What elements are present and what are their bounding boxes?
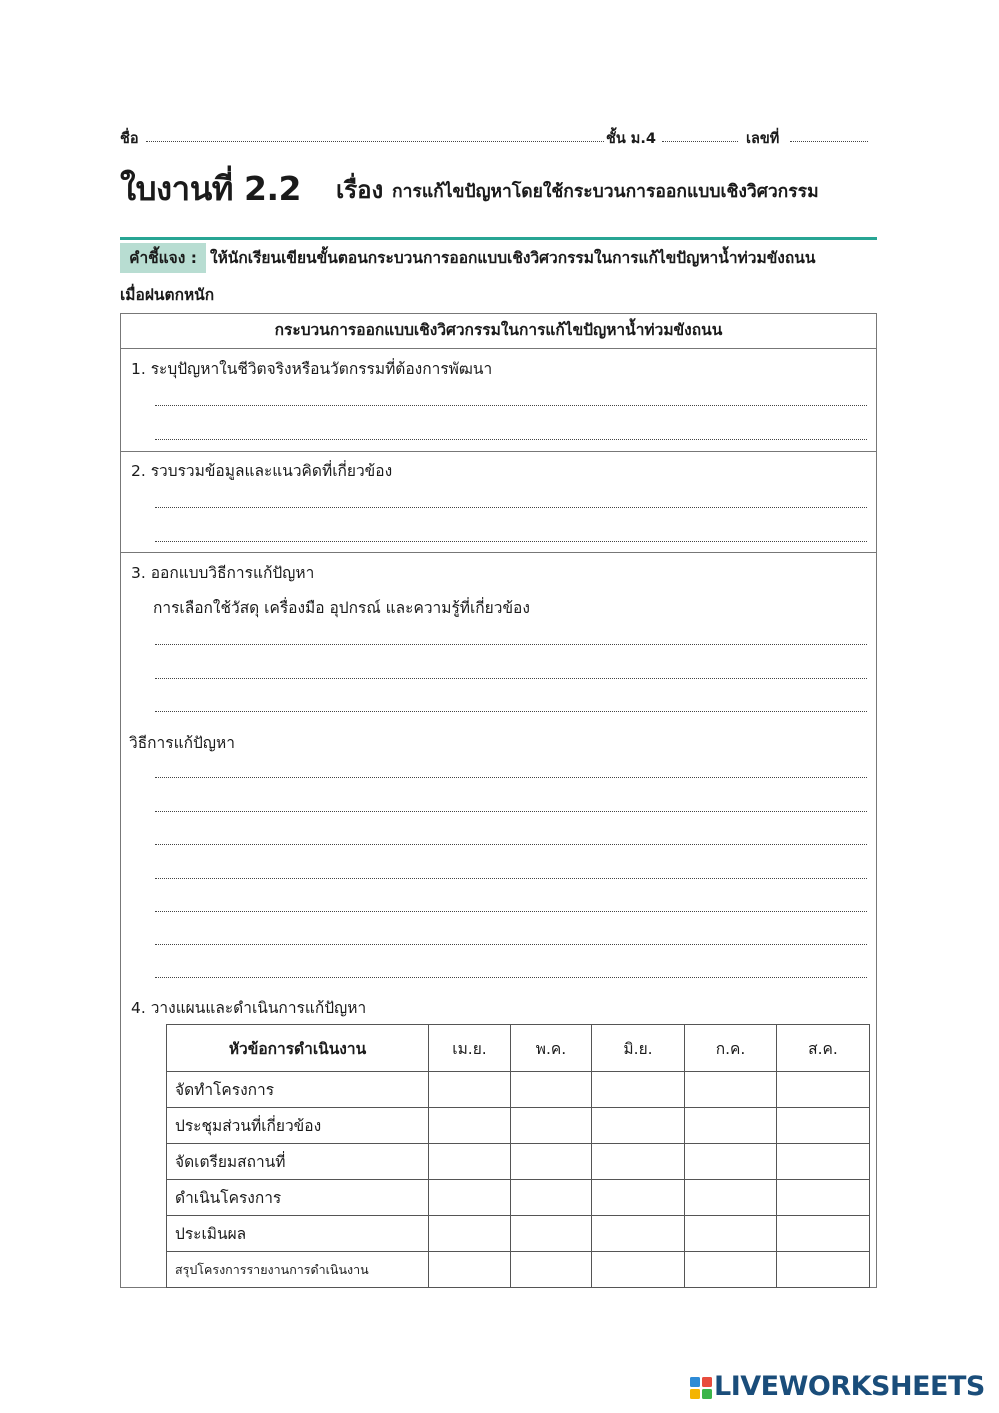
table-row — [167, 1252, 870, 1288]
step-1-answer-line[interactable] — [155, 439, 867, 440]
logo-icon — [690, 1377, 712, 1399]
step-3-materials-line[interactable] — [155, 644, 867, 645]
instruction-text-continued: เมื่อฝนตกหนัก — [120, 286, 215, 304]
class-field[interactable] — [662, 141, 738, 142]
step-3-method-line[interactable] — [155, 777, 867, 778]
schedule-cell[interactable] — [777, 1252, 870, 1288]
schedule-cell[interactable] — [592, 1108, 685, 1144]
month-header: ก.ค. — [685, 1025, 777, 1072]
task-name: ประชุมส่วนที่เกี่ยวข้อง — [167, 1108, 429, 1144]
schedule-cell[interactable] — [685, 1072, 777, 1108]
schedule-cell[interactable] — [777, 1072, 870, 1108]
schedule-cell[interactable] — [685, 1108, 777, 1144]
table-row — [167, 1144, 870, 1180]
divider — [120, 348, 877, 349]
worksheet-number: ใบงานที่ 2.2 — [120, 169, 301, 208]
number-label: เลขที่ — [746, 131, 780, 147]
class-label: ชั้น ม.4 — [606, 131, 656, 147]
schedule-cell[interactable] — [511, 1252, 592, 1288]
step-3-method-line[interactable] — [155, 977, 867, 978]
divider — [120, 552, 877, 553]
schedule-cell[interactable] — [592, 1180, 685, 1216]
task-name: จัดเตรียมสถานที่ — [167, 1144, 429, 1180]
schedule-cell[interactable] — [429, 1216, 511, 1252]
divider — [120, 451, 877, 452]
schedule-cell[interactable] — [592, 1252, 685, 1288]
schedule-cell[interactable] — [429, 1108, 511, 1144]
schedule-cell[interactable] — [511, 1216, 592, 1252]
task-name: จัดทำโครงการ — [167, 1072, 429, 1108]
schedule-cell[interactable] — [511, 1180, 592, 1216]
topic-label: เรื่อง — [336, 176, 384, 204]
task-column-header: หัวข้อการดำเนินงาน — [167, 1025, 429, 1072]
schedule-cell[interactable] — [429, 1072, 511, 1108]
schedule-cell[interactable] — [685, 1144, 777, 1180]
step-3-method-line[interactable] — [155, 944, 867, 945]
number-field[interactable] — [790, 141, 868, 142]
schedule-cell[interactable] — [592, 1144, 685, 1180]
schedule-cell[interactable] — [511, 1144, 592, 1180]
step-3-method-line[interactable] — [155, 878, 867, 879]
schedule-cell[interactable] — [511, 1072, 592, 1108]
step-3-method-line[interactable] — [155, 911, 867, 912]
schedule-cell[interactable] — [511, 1108, 592, 1144]
instruction-text: ให้นักเรียนเขียนขั้นตอนกระบวนการออกแบบเชิงวิศวกรรมในการแก้ไขปัญหาน้ำท่วมขังถนน — [210, 249, 816, 267]
table-row — [167, 1180, 870, 1216]
month-header: ส.ค. — [777, 1025, 870, 1072]
process-box-title: กระบวนการออกแบบเชิงวิศวกรรมในการแก้ไขปัญหาน้ำท่วมขังถนน — [274, 321, 723, 339]
schedule-cell[interactable] — [777, 1180, 870, 1216]
task-name: สรุปโครงการรายงานการดำเนินงาน — [167, 1252, 429, 1288]
table-row — [167, 1072, 870, 1108]
table-row — [167, 1216, 870, 1252]
schedule-cell[interactable] — [429, 1180, 511, 1216]
schedule-cell[interactable] — [429, 1252, 511, 1288]
table-row — [167, 1108, 870, 1144]
step-2-label: 2. รวบรวมข้อมูลและแนวคิดที่เกี่ยวข้อง — [131, 462, 393, 480]
schedule-cell[interactable] — [685, 1216, 777, 1252]
worksheet-title — [120, 162, 819, 210]
step-1-label: 1. ระบุปัญหาในชีวิตจริงหรือนวัตกรรมที่ต้องการพัฒนา — [131, 360, 493, 378]
logo-text: LIVEWORKSHEETS — [714, 1371, 985, 1402]
task-name: ดำเนินโครงการ — [167, 1180, 429, 1216]
schedule-cell[interactable] — [592, 1216, 685, 1252]
step-4-label: 4. วางแผนและดำเนินการแก้ปัญหา — [131, 999, 367, 1017]
name-field[interactable] — [146, 141, 604, 142]
step-3-materials-line[interactable] — [155, 678, 867, 679]
step-3-method-line[interactable] — [155, 811, 867, 812]
step-3-materials-label: การเลือกใช้วัสดุ เครื่องมือ อุปกรณ์ และความรู้ที่เกี่ยวข้อง — [153, 599, 530, 617]
table-header-row — [167, 1025, 870, 1072]
student-info-line — [120, 127, 868, 149]
task-name: ประเมินผล — [167, 1216, 429, 1252]
schedule-cell[interactable] — [777, 1216, 870, 1252]
schedule-cell[interactable] — [685, 1180, 777, 1216]
schedule-cell[interactable] — [429, 1144, 511, 1180]
step-3-method-label: วิธีการแก้ปัญหา — [129, 734, 235, 752]
plan-table — [166, 1024, 870, 1288]
name-label: ชื่อ — [120, 131, 139, 147]
schedule-cell[interactable] — [592, 1072, 685, 1108]
step-3-method-line[interactable] — [155, 844, 867, 845]
schedule-cell[interactable] — [685, 1252, 777, 1288]
instruction-label: คำชี้แจง : — [120, 243, 206, 273]
step-2-answer-line[interactable] — [155, 507, 867, 508]
accent-rule — [120, 237, 877, 240]
month-header: มิ.ย. — [592, 1025, 685, 1072]
step-3-materials-line[interactable] — [155, 711, 867, 712]
step-3-label: 3. ออกแบบวิธีการแก้ปัญหา — [131, 564, 315, 582]
schedule-cell[interactable] — [777, 1108, 870, 1144]
schedule-cell[interactable] — [777, 1144, 870, 1180]
month-header: เม.ย. — [429, 1025, 511, 1072]
step-1-answer-line[interactable] — [155, 405, 867, 406]
step-2-answer-line[interactable] — [155, 541, 867, 542]
month-header: พ.ค. — [511, 1025, 592, 1072]
topic-text: การแก้ไขปัญหาโดยใช้กระบวนการออกแบบเชิงวิศวกรรม — [392, 182, 819, 202]
